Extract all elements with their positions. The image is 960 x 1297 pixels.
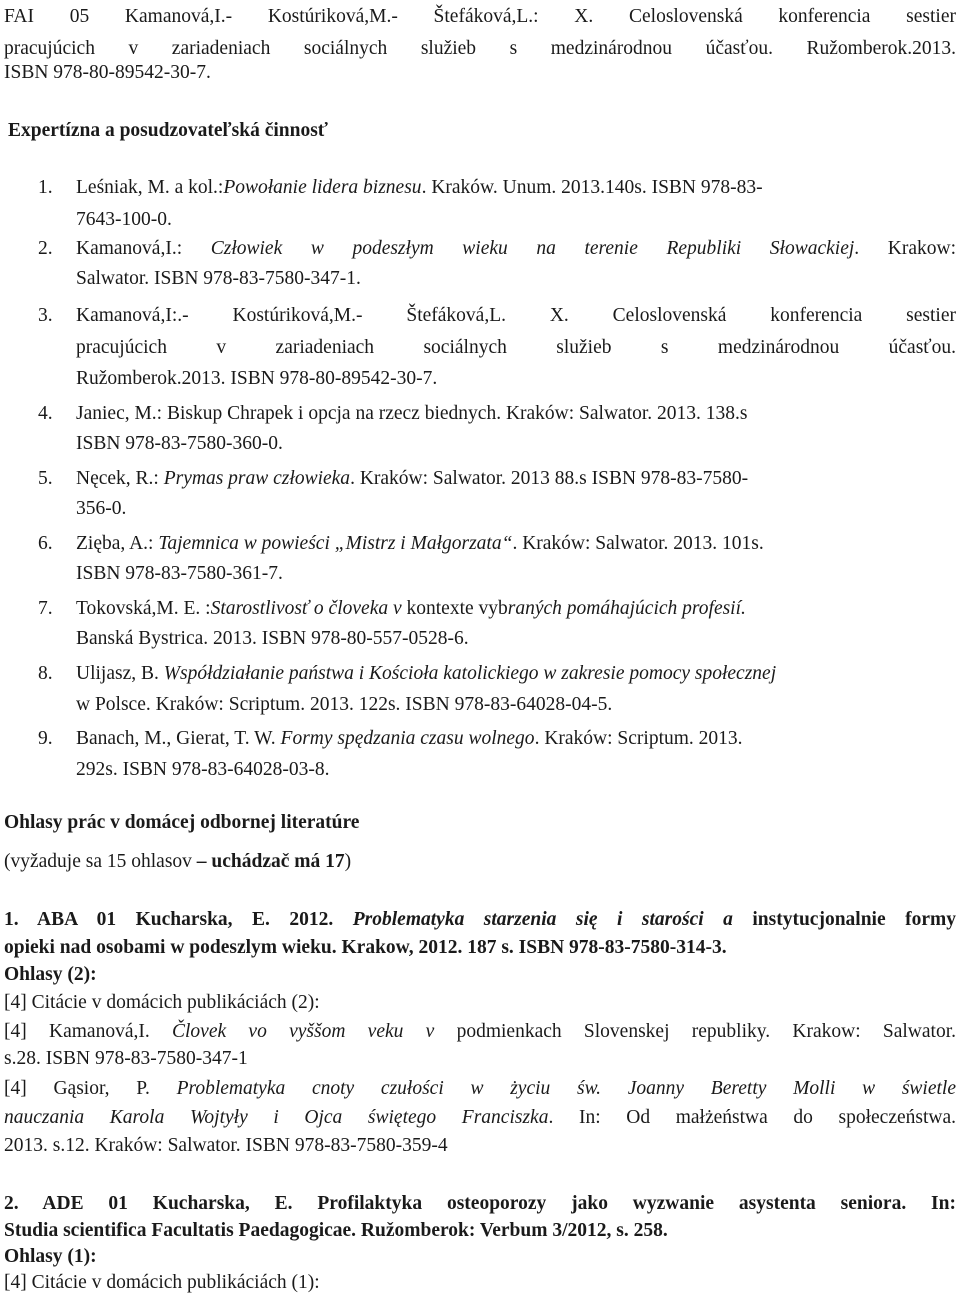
entry-1-ohlasy-label: Ohlasy (2): [4,964,97,985]
citation-author: [4] Gąsior, P. [4,1078,177,1099]
list-item-continuation: ISBN 978-83-7580-360-0. [76,433,283,454]
list-item [76,661,956,687]
note-text: (vyžaduje sa 15 ohlasov [4,851,197,872]
entry-2-ohlasy-label: Ohlasy (1): [4,1246,97,1267]
book-title: Tajemnica w powieści „Mistrz i Małgorzata“ [158,533,513,554]
list-item-number: 2. [38,238,53,259]
list-item-continuation: 292s. ISBN 978-83-64028-03-8. [76,759,330,780]
citation-item-continuation [4,1105,956,1131]
citation-title: Problematyka cnoty czułości w życiu św. Joanny Beretty Molli w świetle [176,1078,956,1099]
citation-info: . In: Od małżeństwa do społeczeństwa. [548,1107,956,1128]
entry-1-line-1 [4,907,956,933]
author: Leśniak, M. a kol.: [76,177,224,198]
list-item-continuation: 356-0. [76,498,127,519]
entry-title: Problematyka starzenia się i starości a [352,909,733,930]
entry-2-citacie: [4] Citácie v domácich publikáciách (1): [4,1272,320,1293]
publication-info: kontexte vyb [401,598,508,619]
list-item [76,236,956,262]
list-item-continuation: pracujúcich v zariadeniach sociálnych služieb s medzinárodnou účasťou. [76,337,956,358]
book-title: Powołanie lidera biznesu [223,177,422,198]
list-item [76,466,956,492]
list-item-number: 6. [38,533,53,554]
entry-2-line-2: Studia scientifica Facultatis Paedagogicae. Ružomberok: Verbum 3/2012, s. 258. [4,1220,668,1241]
publication-info: . Kraków. Unum. 2013.140s. ISBN 978-83- [421,177,763,198]
list-item-number: 1. [38,177,53,198]
ohlasy-note [4,849,956,875]
citation-item-continuation: 2013. s.12. Kraków: Salwator. ISBN 978-83-7580-359-4 [4,1135,448,1156]
citation-item [4,1019,956,1045]
citation-item [4,1076,956,1102]
fai05-line-2: pracujúcich v zariadeniach sociálnych služieb s medzinárodnou účasťou. Ružomberok.2013. [4,38,956,59]
note-count: uchádzač má 17 [206,851,345,872]
publication-info: . Krakow: [854,238,956,259]
author: Kamanová,I.: [76,238,211,259]
list-item-continuation: w Polsce. Kraków: Scriptum. 2013. 122s. ISBN 978-83-64028-04-5. [76,694,613,715]
publication-info: . Kraków: Scriptum. 2013. [534,728,743,749]
note-dash: – [196,851,207,872]
list-item-continuation: Ružomberok.2013. ISBN 978-80-89542-30-7. [76,368,438,389]
list-item-continuation: 7643-100-0. [76,209,172,230]
entry-1-citacie: [4] Citácie v domácich publikáciách (2): [4,992,320,1013]
book-title: Współdziałanie państwa i Kościoła katolickiego w zakresie pomocy społecznej [163,663,777,684]
list-item-number: 3. [38,305,53,326]
list-item-number: 8. [38,663,53,684]
author: Ulijasz, B. [76,663,164,684]
publication-info: . Kraków: Salwator. 2013 88.s ISBN 978-83-7580- [350,468,749,489]
expert-heading: Expertízna a posudzovateľská činnosť [8,120,328,141]
ohlasy-heading: Ohlasy prác v domácej odbornej literatúre [4,812,360,833]
citation-title: nauczania Karola Wojtyły i Ojca świętego Franciszka [4,1107,549,1128]
citation-item-continuation: s.28. ISBN 978-83-7580-347-1 [4,1048,248,1069]
book-title: Starostlivosť o človeka v [210,598,402,619]
entry-1-line-2: opieki nad osobami w podeszlym wieku. Krakow, 2012. 187 s. ISBN 978-83-7580-314-3. [4,937,727,958]
list-item [76,175,956,201]
citation-author: [4] Kamanová,I. [4,1021,172,1042]
book-title: raných pomáhajúcich profesií. [507,598,746,619]
list-item-number: 7. [38,598,53,619]
book-title: Prymas praw człowieka [163,468,351,489]
list-item-number: 5. [38,468,53,489]
entry-title-rest: instytucjonalnie formy [732,909,957,930]
author: Tokovská,M. E. : [76,598,211,619]
fai05-line-1: FAI 05 Kamanová,I.- Kostúriková,M.- Štefáková,L.: X. Celoslovenská konferencia sestier [4,6,956,27]
list-item: Kamanová,I:.- Kostúriková,M.- Štefáková,L. X. Celoslovenská konferencia sestier [76,305,956,326]
book-title: Człowiek w podeszłym wieku na terenie Republiki Słowackiej [210,238,855,259]
note-close: ) [344,851,352,872]
list-item-continuation: Banská Bystrica. 2013. ISBN 978-80-557-0528-6. [76,628,469,649]
list-item [76,596,956,622]
citation-title: Človek vo vyššom veku v [172,1021,435,1042]
list-item-continuation: Salwator. ISBN 978-83-7580-347-1. [76,268,361,289]
list-item [76,726,956,752]
entry-ref: 1. ABA 01 Kucharska, E. 2012. [4,909,353,930]
author: Zięba, A.: [76,533,159,554]
entry-2-line-1: 2. ADE 01 Kucharska, E. Profilaktyka osteoporozy jako wyzwanie asystenta seniora. In: [4,1193,956,1214]
fai05-line-3: ISBN 978-80-89542-30-7. [4,62,211,83]
list-item-number: 9. [38,728,53,749]
book-title: Formy spędzania czasu wolnego [280,728,535,749]
citation-info: podmienkach Slovenskej republiky. Krakow: Salwator. [434,1021,957,1042]
list-item-continuation: ISBN 978-83-7580-361-7. [76,563,283,584]
list-item: Janiec, M.: Biskup Chrapek i opcja na rzecz biednych. Kraków: Salwator. 2013. 138.s [76,403,748,424]
publication-info: . Kraków: Salwator. 2013. 101s. [512,533,764,554]
list-item [76,531,956,557]
author: Banach, M., Gierat, T. W. [76,728,281,749]
author: Nęcek, R.: [76,468,164,489]
list-item-number: 4. [38,403,53,424]
